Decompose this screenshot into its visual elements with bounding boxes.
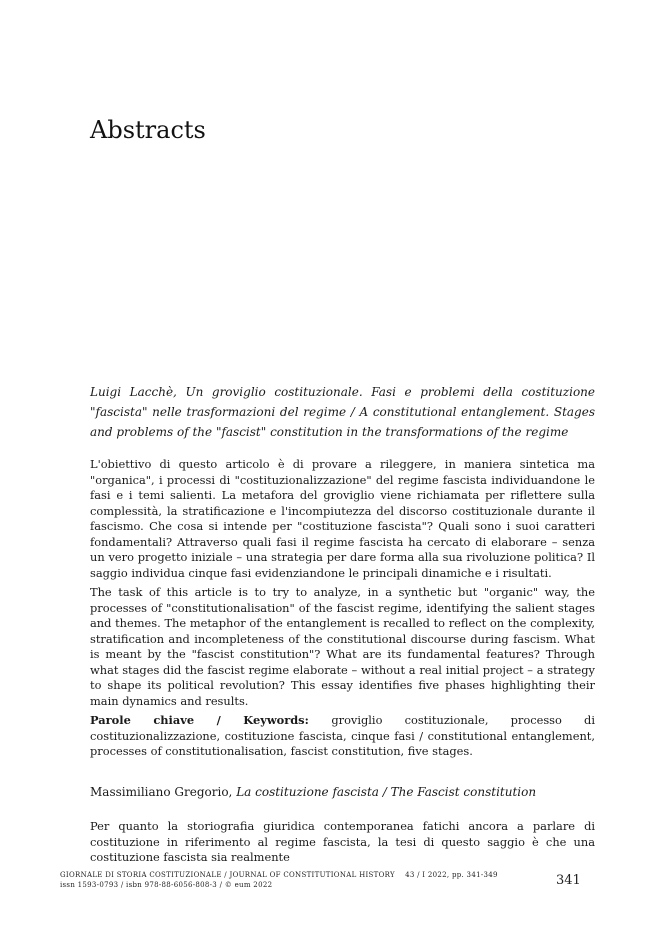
entry-author: Massimiliano Gregorio bbox=[90, 785, 229, 799]
journal-name: GIORNALE DI STORIA COSTITUZIONALE / JOURNAL OF CONSTITUTIONAL HISTORY bbox=[60, 871, 395, 879]
keywords-text: groviglio costituzionale, processo di costituzionalizzazione, costituzione fascista, cinque fasi / constitutional entanglement, processes of constitutionalisation, fascist constitution, five stages. bbox=[90, 713, 595, 758]
entry-author: Luigi Lacchè bbox=[90, 385, 174, 399]
abstract-lacche bbox=[90, 457, 595, 760]
abstract-italian: L'obiettivo di questo articolo è di provare a rileggere, in maniera sintetica ma "organica", i processi di "costituzionalizzazione" del regime fascista individuandone le fasi e i temi salienti. La metafora del groviglio viene richiamata per riflettere sulla complessità, la stratificazione e l'incompiutezza del discorso costituzionale durante il fascismo. Che cosa si intende per "costituzione fascista"? Quali sono i suoi caratteri fondamentali? Attraverso quali fasi il regime fascista ha cercato di elaborare – senza un vero progetto iniziale – una strategia per dare forma alla sua rivoluzione politica? Il saggio individua cinque fasi evidenziandone le principali dinamiche e i risultati. bbox=[90, 457, 595, 580]
entry-heading-lacche: Luigi Lacchè, Un groviglio costituzionale. Fasi e problemi della costituzione "fascista" nelle trasformazioni del regime / A constitutional entanglement. Stages and problems of the "fascist" constitution in the transformations of the regime bbox=[90, 385, 595, 439]
page-title: Abstracts bbox=[90, 116, 206, 144]
page-number: 341 bbox=[556, 873, 581, 888]
entry-title: Un groviglio costituzionale. Fasi e problemi della costituzione "fascista" nelle trasformazioni del regime / A constitutional entanglement. Stages and problems of the "fascist" constitution in the transformations of the regime bbox=[90, 385, 595, 439]
keywords-label: Parole chiave / Keywords bbox=[90, 713, 305, 727]
page-footer bbox=[60, 870, 540, 890]
keywords: Parole chiave / Keywords: groviglio costituzionale, processo di costituzionalizzazione, costituzione fascista, cinque fasi / constitutional entanglement, processes of constitutionalisation, fascist constitution, five stages. bbox=[90, 713, 595, 758]
entry-heading-gregorio: Massimiliano Gregorio, La costituzione fascista / The Fascist constitution bbox=[90, 785, 537, 799]
entry-title: La costituzione fascista / The Fascist constitution bbox=[236, 785, 537, 799]
issue-info: 43 / I 2022, pp. 341-349 bbox=[405, 871, 498, 879]
issn-info: issn 1593-0793 / isbn 978-88-6056-808-3 / © eum 2022 bbox=[60, 881, 273, 889]
abstract-gregorio: Per quanto la storiografia giuridica contemporanea fatichi ancora a parlare di costituzione in riferimento al regime fascista, la tesi di questo saggio è che una costituzione fascista sia realmente bbox=[90, 819, 595, 864]
abstract-english: The task of this article is to try to analyze, in a synthetic but "organic" way, the processes of "constitutionalisation" of the fascist regime, identifying the salient stages and themes. The metaphor of the entanglement is recalled to reflect on the complexity, stratification and incompleteness of the constitutional discourse during fascism. What is meant by the "fascist constitution"? What are its fundamental features? Through what stages did the fascist regime elaborate – without a real initial project – a strategy to shape its political revolution? This essay identifies five phases highlighting their main dynamics and results. bbox=[90, 585, 595, 708]
